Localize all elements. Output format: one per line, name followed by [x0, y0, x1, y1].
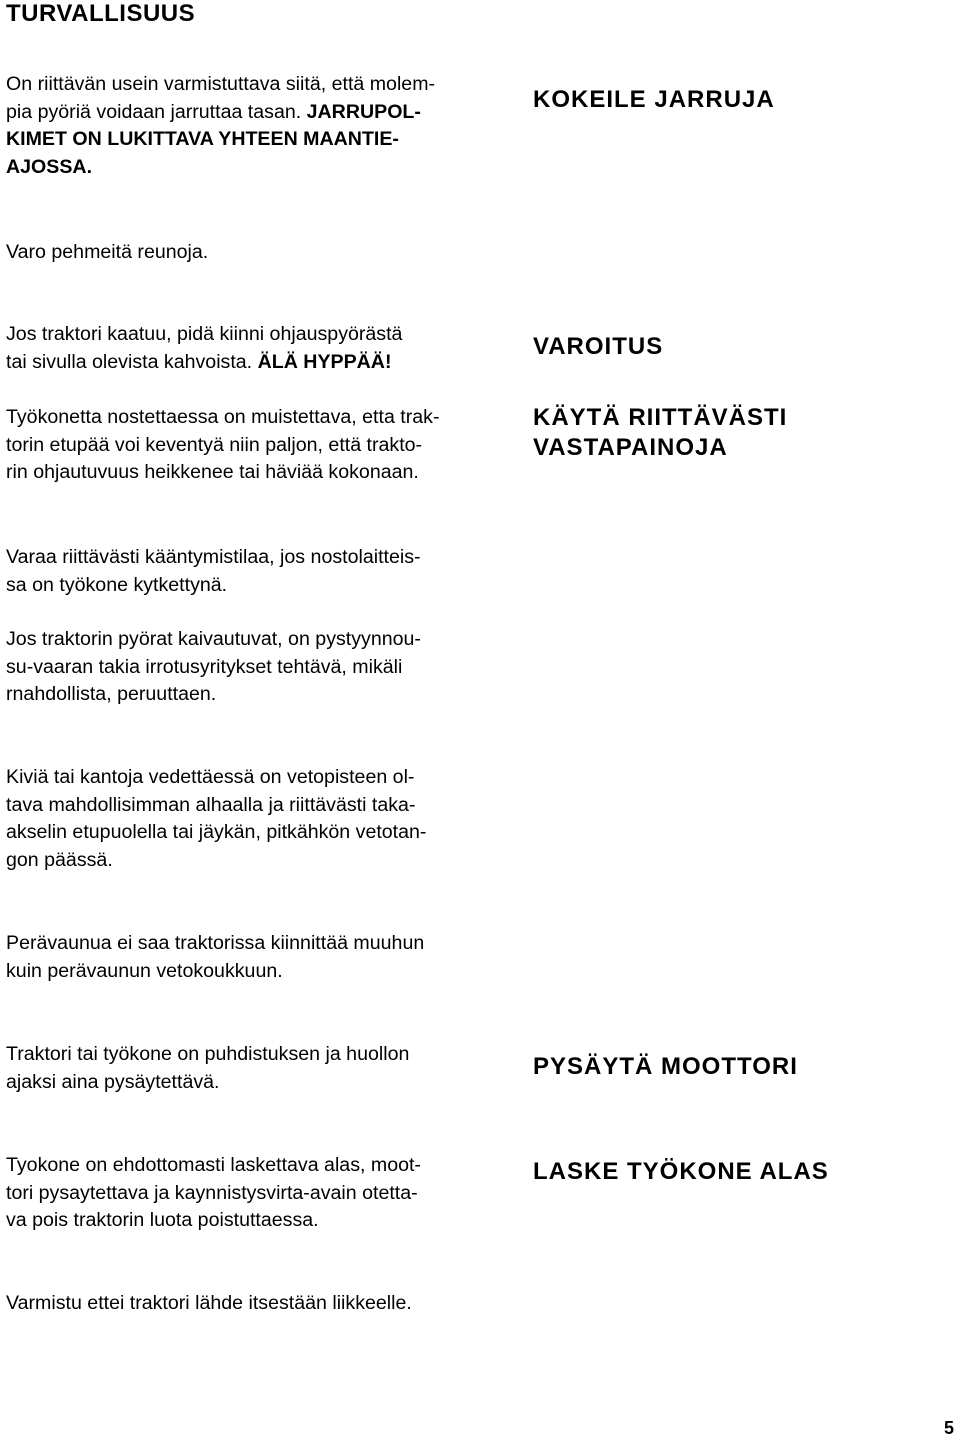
cleaning-paragraph — [6, 1041, 498, 1096]
lifting-paragraph — [6, 404, 498, 487]
tipping-warning: ÄLÄ HYPPÄÄ! — [257, 350, 392, 373]
cleaning-line-1: Traktori tai työkone on puhdistuksen ja huollon — [6, 1043, 410, 1065]
brakes-line-2: pia pyöriä voidaan jarruttaa tasan. — [6, 100, 307, 123]
towing-paragraph — [6, 764, 498, 874]
counterweight-note — [533, 403, 953, 463]
turning-paragraph — [6, 544, 498, 599]
counterweight-note-line-1: KÄYTÄ RIITTÄVÄSTI — [533, 404, 788, 431]
page-number: 5 — [943, 1418, 954, 1438]
page-heading: TURVALLISUUS — [6, 0, 196, 27]
lifting-line-2: torin etupää voi keventyä niin paljon, että trakto- — [6, 433, 423, 456]
brakes-paragraph — [6, 71, 498, 181]
turning-line-2: sa on työkone kytkettynä. — [6, 573, 228, 596]
tipping-line-1: Jos traktori kaatuu, pidä kiinni ohjauspyörästä — [6, 323, 403, 345]
tipping-line-2: tai sivulla olevista kahvoista. — [6, 350, 258, 373]
lifting-line-1: Työkonetta nostettaessa on muistettava, etta trak- — [6, 406, 440, 428]
brakes-warning-1: JARRUPOL- — [306, 100, 421, 123]
trailer-line-2: kuin perävaunun vetokoukkuun. — [6, 959, 283, 982]
stop-engine-note: PYSÄYTÄ MOOTTORI — [533, 1053, 798, 1080]
warning-title: VAROITUS — [533, 333, 664, 360]
counterweight-note-line-2: VASTAPAINOJA — [533, 434, 728, 461]
brakes-note: KOKEILE JARRUJA — [533, 86, 775, 113]
towing-line-4: gon päässä. — [6, 848, 113, 871]
digging-line-1: Jos traktorin pyörat kaivautuvat, on pystyynnou- — [6, 628, 421, 650]
leaving-line-1: Tyokone on ehdottomasti laskettava alas, moot- — [6, 1154, 421, 1176]
lifting-line-3: rin ohjautuvuus heikkenee tai häviää kokonaan. — [6, 461, 419, 484]
leaving-line-3: va pois traktorin luota poistuttaessa. — [6, 1209, 319, 1232]
leaving-paragraph — [6, 1152, 498, 1235]
brakes-warning-3: AJOSSA. — [6, 155, 93, 178]
cleaning-line-2: ajaksi aina pysäytettävä. — [6, 1070, 220, 1093]
leaving-line-2: tori pysaytettava ja kaynnistysvirta-avain otetta- — [6, 1181, 418, 1204]
trailer-line-1: Perävaunua ei saa traktorissa kiinnittää muuhun — [6, 932, 425, 954]
edges-paragraph: Varo pehmeitä reunoja. — [6, 241, 209, 263]
rolling-paragraph: Varmistu ettei traktori lähde itsestään liikkeelle. — [6, 1292, 412, 1314]
digging-line-2: su-vaaran takia irrotusyritykset tehtävä, mikäli — [6, 655, 403, 678]
trailer-paragraph — [6, 930, 498, 985]
brakes-warning-2: KIMET ON LUKITTAVA YHTEEN MAANTIE- — [6, 128, 399, 151]
towing-line-3: akselin etupuolella tai jäykän, pitkähkön vetotan- — [6, 821, 427, 844]
digging-paragraph — [6, 626, 498, 709]
towing-line-2: tava mahdollisimman alhaalla ja riittävästi taka- — [6, 793, 416, 816]
brakes-line-1: On riittävän usein varmistuttava siitä, että molem- — [6, 73, 436, 95]
digging-line-3: rnahdollista, peruuttaen. — [6, 683, 217, 706]
tipping-paragraph — [6, 321, 498, 376]
towing-line-1: Kiviä tai kantoja vedettäessä on vetopisteen ol- — [6, 766, 415, 788]
turning-line-1: Varaa riittävästi kääntymistilaa, jos nostolaitteis- — [6, 546, 421, 568]
lower-implement-note: LASKE TYÖKONE ALAS — [533, 1158, 829, 1185]
